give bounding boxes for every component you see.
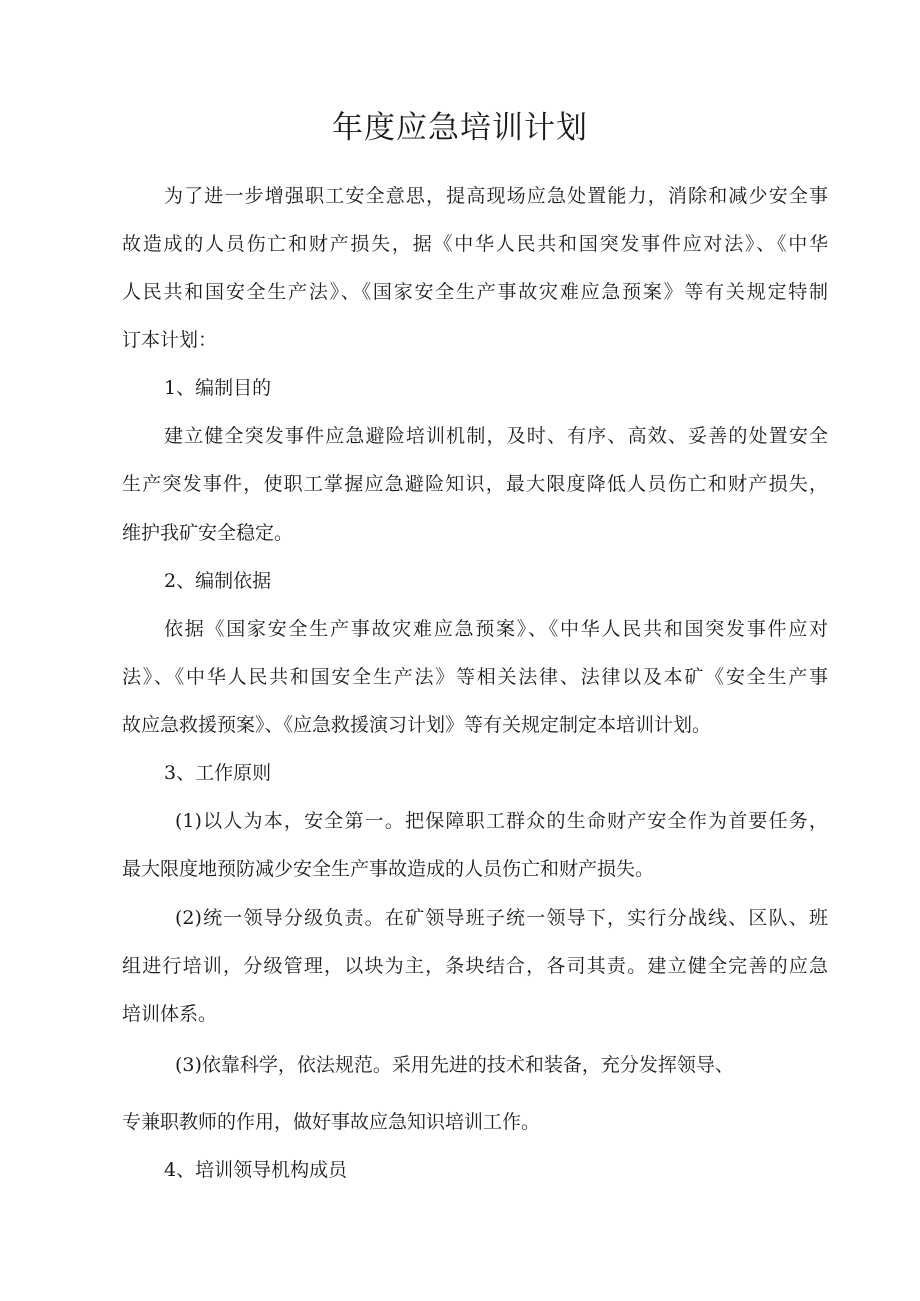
paragraph-line: (2)统一领导分级负责。在矿领导班子统一领导下，实行分战线、区队、班 xyxy=(175,907,828,929)
paragraph-line: 培训体系。 xyxy=(122,1003,218,1025)
section-heading: 2、编制依据 xyxy=(164,570,272,592)
paragraph-line: 故造成的人员伤亡和财产损失，据《中华人民共和国突发事件应对法》、《中华 xyxy=(122,233,828,255)
paragraph-line: 维护我矿安全稳定。 xyxy=(122,522,294,544)
paragraph-line: 订本计划： xyxy=(122,329,218,351)
paragraph-line: (1)以人为本，安全第一。把保障职工群众的生命财产安全作为首要任务， xyxy=(175,810,828,832)
paragraph-line: 法》、《中华人民共和国安全生产法》等相关法律、法律以及本矿《安全生产事 xyxy=(122,666,828,688)
paragraph-line: 专兼职教师的作用，做好事故应急知识培训工作。 xyxy=(122,1111,541,1133)
paragraph-line: 人民共和国安全生产法》、《国家安全生产事故灾难应急预案》等有关规定特制 xyxy=(122,281,828,303)
paragraph-line: (3)依靠科学，依法规范。采用先进的技术和装备，充分发挥领导、 xyxy=(175,1054,734,1076)
paragraph-line: 故应急救援预案》、《应急救援演习计划》等有关规定制定本培训计划。 xyxy=(122,714,712,736)
document-title: 年度应急培训计划 xyxy=(332,110,588,146)
paragraph-line: 最大限度地预防减少安全生产事故造成的人员伤亡和财产损失。 xyxy=(122,858,655,880)
paragraph-line: 为了进一步增强职工安全意思，提高现场应急处置能力，消除和减少安全事 xyxy=(164,185,828,207)
section-heading: 1、编制目的 xyxy=(164,377,272,399)
paragraph-line: 组进行培训，分级管理，以块为主，条块结合，各司其责。建立健全完善的应急 xyxy=(122,955,828,977)
paragraph-line: 依据《国家安全生产事故灾难应急预案》、《中华人民共和国突发事件应对 xyxy=(164,618,828,640)
paragraph-line: 建立健全突发事件应急避险培训机制，及时、有序、高效、妥善的处置安全 xyxy=(164,425,828,447)
section-heading: 3、工作原则 xyxy=(164,762,272,784)
paragraph-line: 生产突发事件，使职工掌握应急避险知识，最大限度降低人员伤亡和财产损失， xyxy=(122,473,828,495)
section-heading: 4、培训领导机构成员 xyxy=(164,1159,348,1181)
